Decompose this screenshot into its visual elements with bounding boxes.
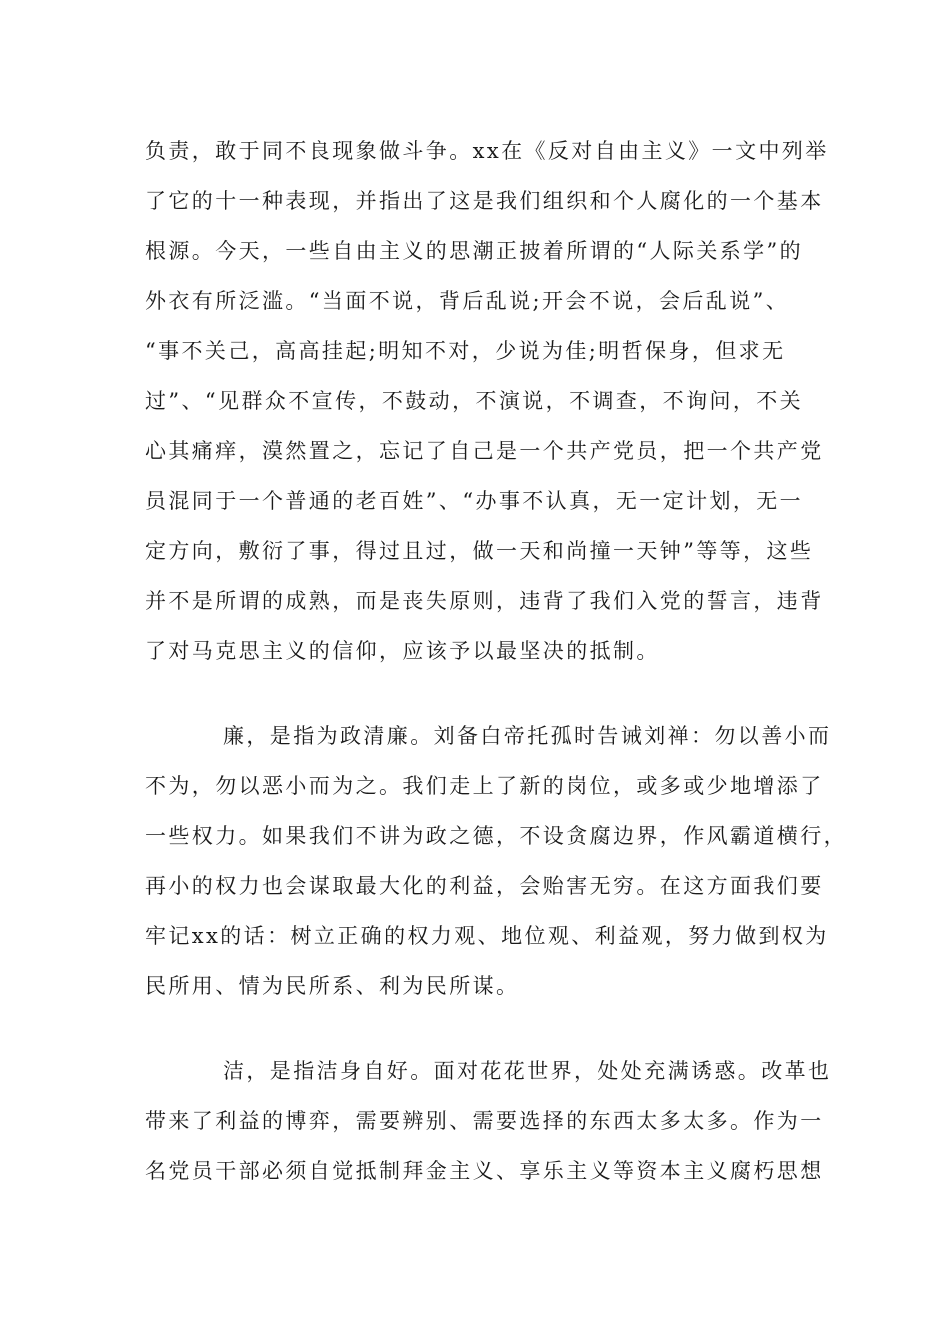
text-line: 了它的十一种表现，并指出了这是我们组织和个人腐化的一个基本 xyxy=(145,189,824,213)
text-line: 定方向，敷衍了事，得过且过，做一天和尚撞一天钟”等等，这些 xyxy=(145,539,814,563)
paragraph-integrity xyxy=(145,711,847,1011)
text-line: 负责，敢于同不良现象做斗争。xx在《反对自由主义》一文中列举 xyxy=(145,139,829,163)
text-line: “事不关己，高高挂起;明知不对，少说为佳;明哲保身，但求无 xyxy=(145,339,786,363)
text-line: 一些权力。如果我们不讲为政之德，不设贪腐边界，作风霸道横行， xyxy=(145,824,847,848)
text-line: 根源。今天，一些自由主义的思潮正披着所谓的“人际关系学”的 xyxy=(145,239,804,263)
text-line: 带来了利益的博弈，需要辨别、需要选择的东西太多太多。作为一 xyxy=(145,1109,824,1133)
text-line: 民所用、情为民所系、利为民所谋。 xyxy=(145,974,520,998)
text-line: 洁，是指洁身自好。面对花花世界，处处充满诱惑。改革也 xyxy=(223,1059,832,1083)
text-line: 不为，勿以恶小而为之。我们走上了新的岗位，或多或少地增添了 xyxy=(145,774,824,798)
text-line: 员混同于一个普通的老百姓”、“办事不认真，无一定计划，无一 xyxy=(145,489,804,513)
text-line: 廉，是指为政清廉。刘备白帝托孤时告诫刘禅：勿以善小而 xyxy=(223,724,832,748)
text-line: 心其痛痒，漠然置之，忘记了自己是一个共产党员，把一个共产党 xyxy=(145,439,824,463)
text-line: 外衣有所泛滥。“当面不说，背后乱说;开会不说，会后乱说”、 xyxy=(145,289,790,313)
text-line: 并不是所谓的成熟，而是丧失原则，违背了我们入党的誓言，违背 xyxy=(145,589,824,613)
paragraph-liberalism xyxy=(145,126,829,676)
text-line: 名党员干部必须自觉抵制拜金主义、享乐主义等资本主义腐朽思想 xyxy=(145,1159,824,1183)
text-line: 牢记xx的话：树立正确的权力观、地位观、利益观，努力做到权为 xyxy=(145,924,829,948)
text-line: 了对马克思主义的信仰，应该予以最坚决的抵制。 xyxy=(145,639,660,663)
text-line: 再小的权力也会谋取最大化的利益，会贻害无穷。在这方面我们要 xyxy=(145,874,824,898)
text-line: 过”、“见群众不宣传，不鼓动，不演说，不调查，不询问，不关 xyxy=(145,389,804,413)
paragraph-purity xyxy=(145,1046,832,1196)
